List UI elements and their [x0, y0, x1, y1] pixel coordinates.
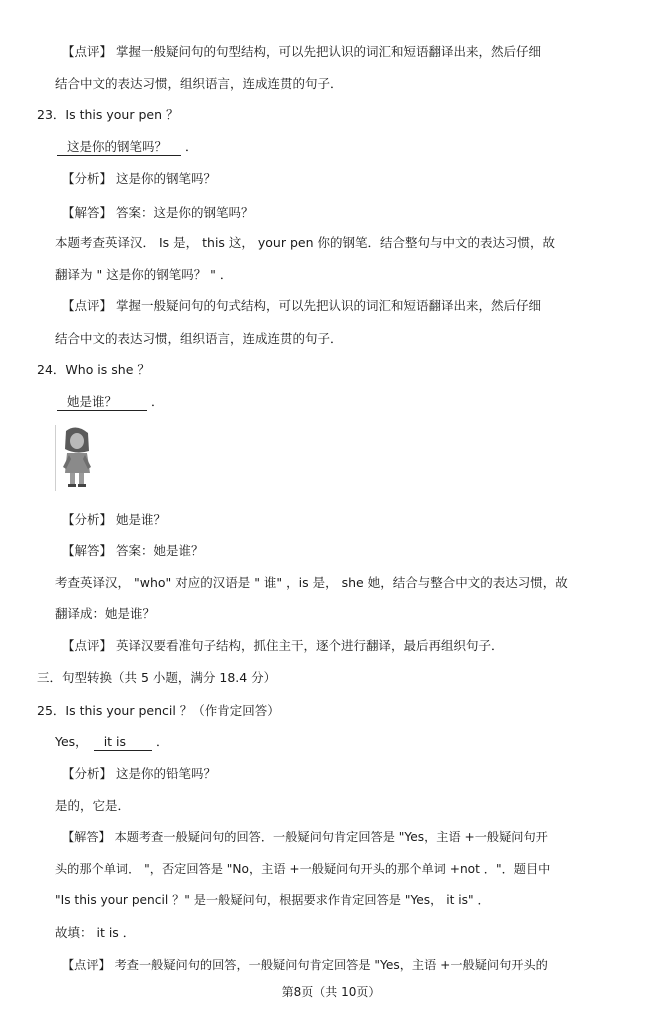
section-3-heading: 三．句型转换（共 5 小题，满分 18.4 分）: [37, 670, 277, 685]
solution-25-1: 【解答】 本题考查一般疑问句的回答．一般疑问句肯定回答是 "Yes，主语 +一般疑问句开: [62, 830, 548, 844]
answer-23-period: ．: [185, 139, 198, 154]
review-line-2: 结合中文的表达习惯，组织语言，连成连贯的句子．: [55, 76, 343, 91]
answer-25-blank: it is: [94, 734, 152, 751]
analysis-23: 【分析】 这是你的钢笔吗？: [62, 171, 216, 186]
analysis-25-2: 是的，它是．: [55, 798, 131, 813]
analysis-25: 【分析】 这是你的铅笔吗？: [62, 766, 216, 781]
answer-24-period: ．: [151, 394, 164, 409]
question-23: 23．Is this your pen ？: [37, 107, 179, 122]
solution-23: 【解答】 答案：这是你的钢笔吗？: [62, 205, 254, 220]
review-line-1: 【点评】 掌握一般疑问句的句型结构，可以先把认识的词汇和短语翻译出来，然后仔细: [62, 44, 541, 59]
solution-25-2: 头的那个单词． "，否定回答是 "No，主语 +一般疑问句开头的那个单词 +not ．"．题目中: [55, 862, 551, 876]
answer-25-yes: Yes，: [55, 734, 88, 749]
explanation-24-1: 考查英译汉， "who" 对应的汉语是 " 谁" ，is 是， she 她，结合与整合中文的表达习惯，故: [55, 575, 568, 590]
review-24: 【点评】 英译汉要看准句子结构，抓住主干，逐个进行翻译，最后再组织句子．: [62, 638, 504, 653]
answer-23-line: [57, 139, 198, 156]
question-24: 24．Who is she ？: [37, 362, 150, 377]
answer-25-period: ．: [156, 734, 169, 749]
review-25: 【点评】 考查一般疑问句的回答，一般疑问句肯定回答是 "Yes，主语 +一般疑问句开头的: [62, 958, 548, 972]
page-footer: 第8页（共 10页）: [281, 985, 381, 999]
explanation-24-2: 翻译成：她是谁？: [55, 606, 156, 621]
explanation-23-2: 翻译为 " 这是你的钢笔吗？ " ．: [55, 267, 233, 282]
girl-illustration: [55, 425, 96, 491]
analysis-24: 【分析】 她是谁？: [62, 512, 166, 527]
solution-24: 【解答】 答案：她是谁？: [62, 543, 204, 558]
answer-25-line: [55, 734, 169, 751]
answer-24-line: [57, 394, 164, 411]
question-25: 25．Is this your pencil ？（作肯定回答）: [37, 703, 280, 718]
answer-23-blank: 这是你的钢笔吗？: [57, 139, 181, 156]
review-23-2: 结合中文的表达习惯，组织语言，连成连贯的句子．: [55, 331, 343, 346]
solution-25-3: "Is this your pencil ？" 是一般疑问句，根据要求作肯定回答是 "Yes， it is" ．: [55, 893, 490, 907]
explanation-23-1: 本题考查英译汉． Is 是， this 这， your pen 你的钢笔．结合整句与中文的表达习惯，故: [55, 235, 555, 250]
fill-answer-25: 故填： it is ．: [55, 925, 136, 940]
answer-24-blank: 她是谁？: [57, 394, 147, 411]
review-23-1: 【点评】 掌握一般疑问句的句式结构，可以先把认识的词汇和短语翻译出来，然后仔细: [62, 298, 541, 313]
